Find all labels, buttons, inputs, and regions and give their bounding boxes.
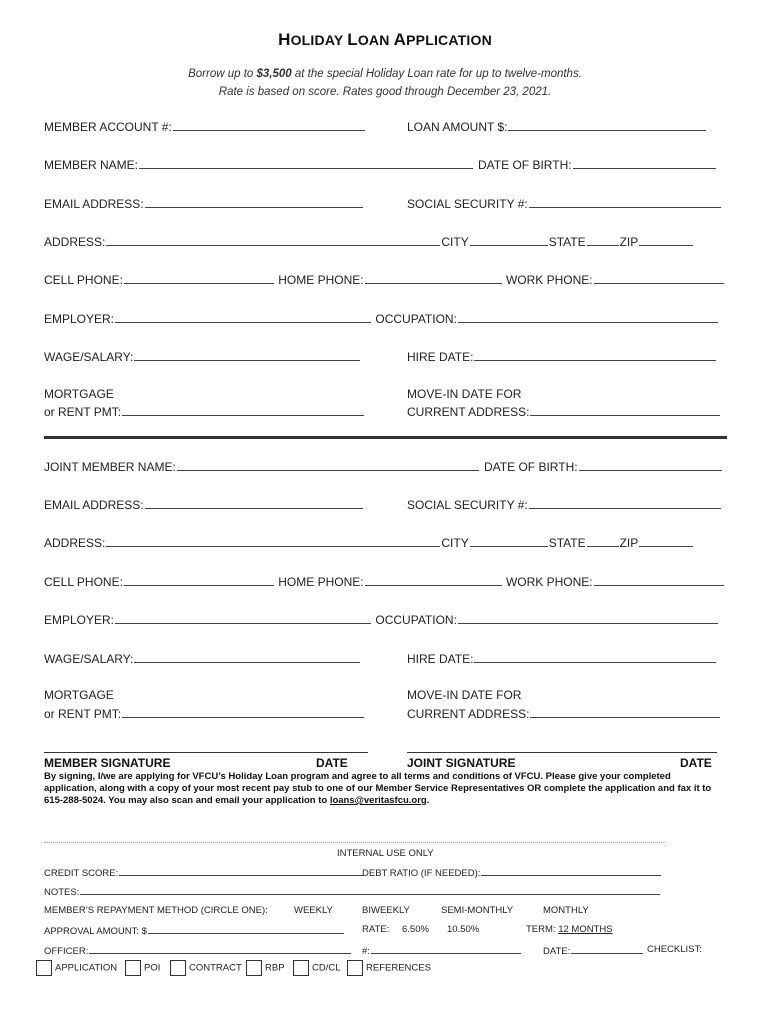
approval-amount-field[interactable]: APPROVAL AMOUNT: $ [44,924,345,937]
repay-semimonthly[interactable]: SEMI-MONTHLY [441,905,514,916]
repay-monthly[interactable]: MONTHLY [543,905,589,916]
subtitle-line-1: Borrow up to $3,500 at the special Holiday Loan rate for up to twelve-months. [188,68,582,80]
rate-label: RATE: [362,924,390,935]
member-phones-field[interactable]: CELL PHONE: HOME PHONE: WORK PHONE: [44,272,725,287]
member-rent-field[interactable]: or RENT PMT: [44,404,365,419]
notes-field[interactable]: NOTES: [44,885,661,898]
credit-score-field[interactable]: CREDIT SCORE: [44,866,364,879]
member-hire-field[interactable]: HIRE DATE: [407,349,717,364]
member-dob-field[interactable]: DATE OF BIRTH: [478,157,717,172]
loan-amount-field[interactable]: LOAN AMOUNT $: [407,119,707,134]
checklist-contract[interactable]: CONTRACT [170,960,242,976]
joint-hire-field[interactable]: HIRE DATE: [407,651,717,666]
checkbox[interactable] [36,960,52,976]
checkbox[interactable] [125,960,141,976]
section-divider [44,436,727,439]
joint-rent-field[interactable]: or RENT PMT: [44,706,365,721]
member-signature-line[interactable] [44,742,368,753]
joint-signature-line[interactable] [407,742,717,753]
joint-name-field[interactable]: JOINT MEMBER NAME: [44,459,480,474]
repay-weekly[interactable]: WEEKLY [294,905,333,916]
checklist-poi[interactable]: POI [125,960,160,976]
checkbox[interactable] [170,960,186,976]
officer-field[interactable]: OFFICER: [44,944,352,957]
repay-biweekly[interactable]: BIWEEKLY [362,905,410,916]
checklist-rbp[interactable]: RBP [246,960,285,976]
subtitle-line-2: Rate is based on score. Rates good through December 23, 2021. [218,86,552,98]
email-link[interactable]: loans@veritasfcu.org [329,795,427,806]
member-signature-label: MEMBER SIGNATURE [44,756,171,770]
checklist-label: CHECKLIST: [647,944,702,955]
checkbox[interactable] [246,960,262,976]
disclaimer: By signing, I/we are applying for VFCU’s Holiday Loan program and agree to all terms and conditions of VFCU. Please give your completed application, along with a copy of your most recent pay stub to one of our Member Service Representatives OR complete the application and fax it to 615-288-5024. You may also scan and email your application to loans@veritasfcu.org. [44,771,712,806]
joint-email-field[interactable]: EMAIL ADDRESS: [44,497,364,512]
member-mortgage-label: MORTGAGE [44,387,114,401]
member-address-field[interactable]: ADDRESS: CITY STATE ZIP [44,234,694,249]
number-field[interactable]: #: [362,944,522,957]
member-date-label: DATE [316,756,348,770]
joint-dob-field[interactable]: DATE OF BIRTH: [484,459,723,474]
page-title: HOLIDAY LOAN APPLICATION [278,30,492,49]
joint-mortgage-label: MORTGAGE [44,688,114,702]
checkbox[interactable] [347,960,363,976]
checklist-cdcl[interactable]: CD/CL [293,960,341,976]
joint-wage-field[interactable]: WAGE/SALARY: [44,651,361,666]
joint-signature-label: JOINT SIGNATURE [407,756,516,770]
rate-option-2[interactable]: 10.50% [447,924,480,935]
joint-date-label: DATE [680,756,712,770]
member-account-field[interactable]: MEMBER ACCOUNT #: [44,119,366,134]
repayment-label: MEMBER’S REPAYMENT METHOD (CIRCLE ONE): [44,905,268,916]
member-movein-label: MOVE-IN DATE FOR [407,387,522,401]
checklist-application[interactable]: APPLICATION [36,960,117,976]
rate-option-1[interactable]: 6.50% [402,924,429,935]
checkbox[interactable] [293,960,309,976]
term-field: TERM: 12 MONTHS [526,924,613,935]
internal-heading: INTERNAL USE ONLY [337,848,434,859]
joint-phones-field[interactable]: CELL PHONE: HOME PHONE: WORK PHONE: [44,574,725,589]
member-name-field[interactable]: MEMBER NAME: [44,157,474,172]
joint-movein-label: MOVE-IN DATE FOR [407,688,522,702]
internal-divider [44,842,666,843]
checklist-references[interactable]: REFERENCES [347,960,431,976]
member-current-address-field[interactable]: CURRENT ADDRESS: [407,404,721,419]
joint-address-field[interactable]: ADDRESS: CITY STATE ZIP [44,535,694,550]
joint-current-address-field[interactable]: CURRENT ADDRESS: [407,706,721,721]
member-ssn-field[interactable]: SOCIAL SECURITY #: [407,196,722,211]
member-wage-field[interactable]: WAGE/SALARY: [44,349,361,364]
member-employer-field[interactable]: EMPLOYER: OCCUPATION: [44,311,719,326]
member-email-field[interactable]: EMAIL ADDRESS: [44,196,364,211]
joint-employer-field[interactable]: EMPLOYER: OCCUPATION: [44,612,719,627]
date-field[interactable]: DATE: [543,944,644,957]
debt-ratio-field[interactable]: DEBT RATIO (IF NEEDED): [362,866,662,879]
joint-ssn-field[interactable]: SOCIAL SECURITY #: [407,497,722,512]
